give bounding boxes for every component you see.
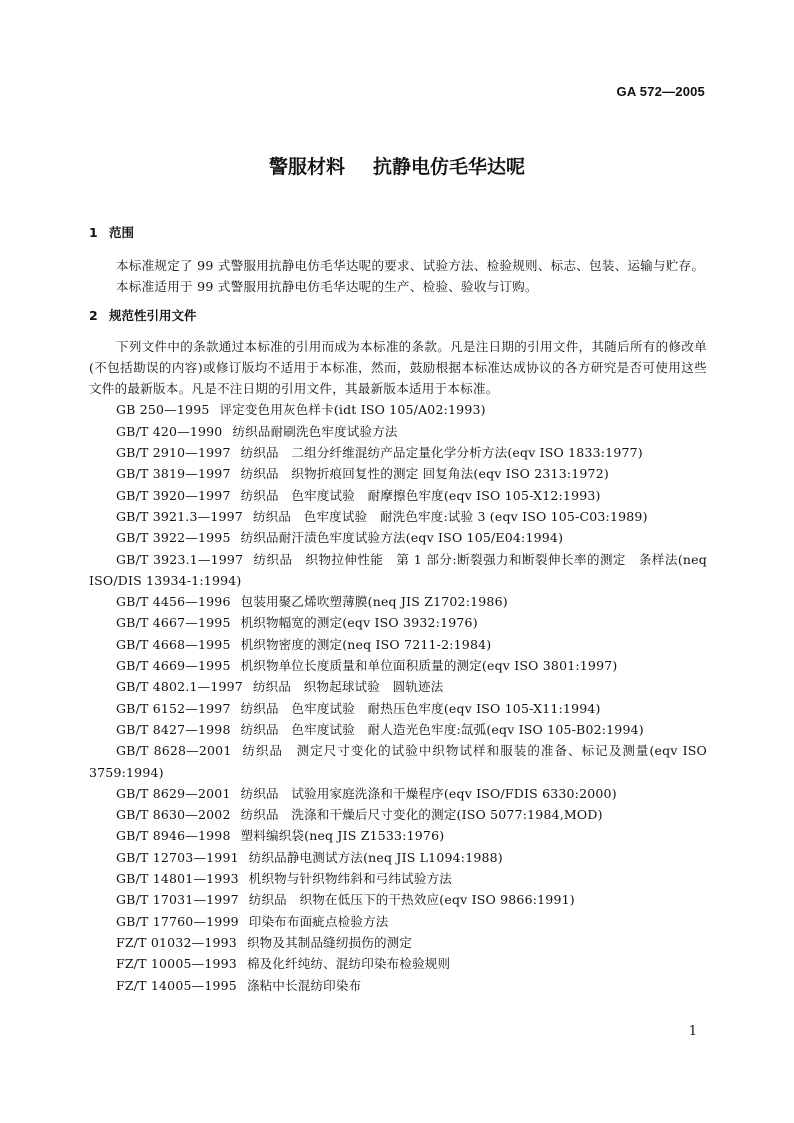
reference-code: GB/T 420—1990 [116, 423, 223, 439]
reference-title: 包装用聚乙烯吹塑薄膜(neq JIS Z1702:1986) [240, 594, 508, 610]
reference-title: 纺织品 织物起球试验 圆轨迹法 [252, 679, 444, 695]
reference-item [89, 868, 707, 889]
reference-code: GB/T 6152—1997 [116, 700, 231, 716]
scope-paragraph: 本标准适用于 99 式警服用抗静电仿毛华达呢的生产、检验、验收与订购。 [116, 279, 538, 295]
reference-item [89, 889, 707, 910]
reference-item [89, 655, 707, 676]
reference-item [89, 953, 707, 974]
section-heading-scope [89, 225, 707, 241]
reference-code: GB/T 4669—1995 [116, 658, 231, 674]
reference-item [89, 676, 707, 697]
reference-title: 评定变色用灰色样卡(idt ISO 105/A02:1993) [219, 402, 486, 418]
reference-code: GB/T 17031—1997 [116, 892, 239, 908]
reference-title: 棉及化纤纯纺、混纺印染布检验规则 [246, 956, 451, 972]
reference-title: 纺织品 织物在低压下的干热效应(eqv ISO 9866:1991) [248, 892, 575, 908]
reference-code: GB/T 3819—1997 [116, 466, 231, 482]
reference-item [89, 442, 707, 463]
reference-code: GB/T 3921.3—1997 [116, 508, 243, 524]
reference-title: 纺织品 色牢度试验 耐热压色牢度(eqv ISO 105-X11:1994) [240, 700, 601, 716]
reference-title: 机织物与针织物纬斜和弓纬试验方法 [248, 871, 452, 887]
reference-item [89, 698, 707, 719]
reference-item [89, 634, 707, 655]
reference-code: GB/T 17760—1999 [116, 913, 239, 929]
reference-item [89, 549, 707, 592]
reference-code: GB/T 8628—2001 [116, 743, 232, 759]
reference-title: 纺织品 色牢度试验 耐洗色牢度:试验 3 (eqv ISO 105-C03:1989) [252, 508, 648, 524]
reference-item [89, 527, 707, 548]
reference-code: GB/T 4456—1996 [116, 594, 231, 610]
reference-code: GB/T 4667—1995 [116, 615, 231, 631]
reference-title: 印染布布面疵点检验方法 [248, 913, 389, 929]
reference-item [89, 399, 707, 420]
reference-code: GB/T 3923.1—1997 [116, 551, 244, 567]
reference-title: 纺织品 织物折痕回复性的测定 回复角法(eqv ISO 2313:1972) [240, 466, 609, 482]
reference-code: GB/T 14801—1993 [116, 871, 239, 887]
title-part-2: 抗静电仿毛华达呢 [373, 156, 526, 178]
reference-code: GB 250—1995 [116, 402, 210, 418]
document-body [89, 225, 707, 996]
reference-title: 纺织品静电测试方法(neq JIS L1094:1988) [248, 849, 503, 865]
reference-code: GB/T 8630—2002 [116, 807, 231, 823]
reference-title: 织物及其制品缝纫损伤的测定 [246, 934, 413, 950]
reference-title: 塑料编织袋(neq JIS Z1533:1976) [240, 828, 445, 844]
reference-item [89, 463, 707, 484]
page-number: 1 [688, 1024, 697, 1039]
reference-item [89, 932, 707, 953]
reference-item [89, 783, 707, 804]
reference-code: FZ/T 14005—1995 [116, 977, 237, 993]
reference-item [89, 719, 707, 740]
reference-title: 纺织品 测定尺寸变化的试验中织物试样和服装的准备、标记及测量(eqv ISO 3759:1994) [89, 743, 707, 780]
reference-code: GB/T 3922—1995 [116, 530, 231, 546]
reference-item [89, 825, 707, 846]
reference-code: GB/T 3920—1997 [116, 487, 231, 503]
scope-paragraph: 本标准规定了 99 式警服用抗静电仿毛华达呢的要求、试验方法、检验规则、标志、包装、运输与贮存。 [116, 258, 705, 273]
reference-item [89, 847, 707, 868]
reference-code: FZ/T 10005—1993 [116, 956, 237, 972]
reference-item [89, 612, 707, 633]
reference-code: GB/T 2910—1997 [116, 445, 231, 461]
reference-item [89, 911, 707, 932]
reference-title: 涤粘中长混纺印染布 [246, 977, 362, 993]
reference-code: GB/T 4802.1—1997 [116, 679, 243, 695]
reference-code: GB/T 8427—1998 [116, 721, 231, 737]
reference-title: 纺织品 试验用家庭洗涤和干燥程序(eqv ISO/FDIS 6330:2000) [240, 785, 617, 801]
reference-code: GB/T 4668—1995 [116, 636, 231, 652]
references-intro: 下列文件中的条款通过本标准的引用而成为本标准的条款。凡是注日期的引用文件，其随后所有的修改单(不包括勘误的内容)或修订版均不适用于本标准，然而，鼓励根据本标准达成协议的各方研究是否可使用这些文件的最新版本。凡是不注日期的引用文件，其最新版本适用于本标准。 [89, 338, 707, 397]
reference-title: 纺织品 色牢度试验 耐人造光色牢度:氙弧(eqv ISO 105-B02:1994) [240, 721, 644, 737]
reference-item [89, 591, 707, 612]
reference-code: GB/T 8629—2001 [116, 785, 231, 801]
reference-title: 机织物幅宽的测定(eqv ISO 3932:1976) [240, 615, 478, 631]
reference-title: 纺织品耐刷洗色牢度试验方法 [232, 423, 398, 439]
document-title [0, 152, 794, 179]
reference-list [89, 399, 707, 995]
reference-title: 纺织品 二组分纤维混纺产品定量化学分析方法(eqv ISO 1833:1977) [240, 445, 643, 461]
reference-title: 纺织品 织物拉伸性能 第 1 部分:断裂强力和断裂伸长率的测定 条样法(neq ISO/DIS 13934-1:1994) [89, 551, 707, 588]
reference-title: 纺织品耐汗渍色牢度试验方法(eqv ISO 105/E04:1994) [240, 530, 564, 546]
reference-title: 机织物密度的测定(neq ISO 7211-2:1984) [240, 636, 492, 652]
section-title: 范围 [109, 225, 135, 240]
section-heading-references [89, 308, 707, 324]
reference-code: FZ/T 01032—1993 [116, 934, 237, 950]
reference-title: 纺织品 洗涤和干燥后尺寸变化的测定(ISO 5077:1984,MOD) [240, 807, 603, 823]
title-part-1: 警服材料 [268, 156, 345, 178]
section-number: 1 [89, 225, 98, 240]
reference-item [89, 421, 707, 442]
reference-title: 纺织品 色牢度试验 耐摩擦色牢度(eqv ISO 105-X12:1993) [240, 487, 601, 503]
reference-item [89, 804, 707, 825]
reference-code: GB/T 8946—1998 [116, 828, 231, 844]
section-title: 规范性引用文件 [109, 307, 197, 323]
reference-item [89, 506, 707, 527]
reference-item [89, 975, 707, 996]
section-number: 2 [89, 307, 98, 323]
reference-title: 机织物单位长度质量和单位面积质量的测定(eqv ISO 3801:1997) [240, 658, 618, 674]
reference-item [89, 740, 707, 783]
reference-item [89, 485, 707, 506]
standard-code: GA 572—2005 [616, 84, 705, 99]
reference-code: GB/T 12703—1991 [116, 849, 239, 865]
